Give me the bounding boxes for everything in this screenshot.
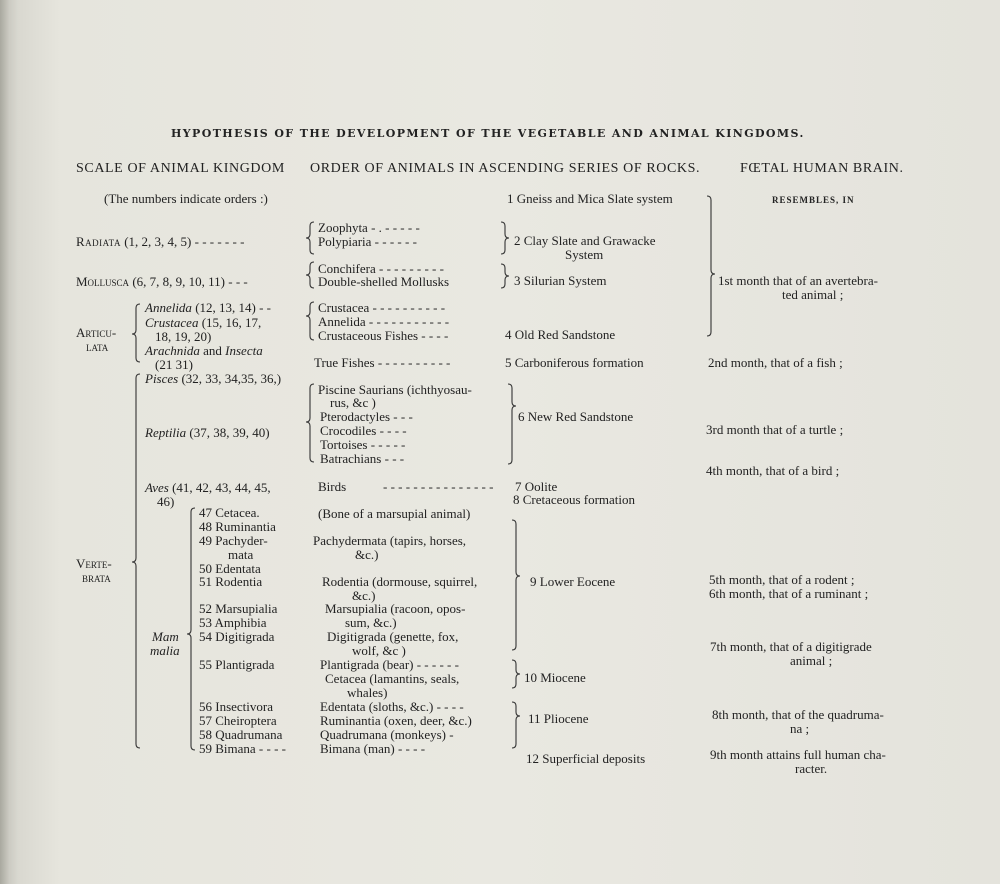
reptilia-nums: (37, 38, 39, 40) — [189, 425, 270, 440]
mam-label: Mam — [152, 629, 179, 644]
brain-month-7-b: animal ; — [790, 653, 833, 668]
radiata-label: Radiata — [76, 234, 121, 249]
rock-12: 12 Superficial deposits — [526, 751, 646, 766]
header-order: ORDER OF ANIMALS IN ASCENDING SERIES OF ROCKS. — [310, 161, 701, 176]
animal-birds: Birds — [318, 479, 347, 494]
rock-1: 1 Gneiss and Mica Slate system — [507, 191, 673, 206]
animal-annelida: Annelida - - - - - - - - - - - — [318, 314, 450, 329]
articu-label: Articu- — [76, 325, 117, 340]
rock-7: 7 Oolite — [515, 479, 558, 494]
aves-label: Aves — [145, 480, 169, 495]
animal-tortoises: Tortoises - - - - - — [320, 437, 406, 452]
header-scale: SCALE OF ANIMAL KINGDOM — [76, 161, 285, 176]
rock-3: 3 Silurian System — [514, 273, 607, 288]
rock-9: 9 Lower Eocene — [530, 574, 616, 589]
brain-month-1: 1st month that of an avertebra- — [718, 273, 878, 288]
brain-month-4: 4th month, that of a bird ; — [706, 463, 840, 478]
brain-month-2: 2nd month, that of a fish ; — [708, 355, 843, 370]
and-word: and — [203, 343, 222, 358]
brata-label: brata — [82, 570, 111, 585]
order-50: 50 Edentata — [199, 561, 261, 576]
brace-vertebrata — [132, 374, 140, 748]
brain-month-8: 8th month, that of the quadruma- — [712, 707, 884, 722]
animal-rodentia: Rodentia (dormouse, squirrel, — [322, 574, 478, 589]
animal-marsupialia: Marsupialia (racoon, opos- — [325, 601, 466, 616]
animal-bone-marsupial: (Bone of a marsupial animal) — [318, 506, 471, 521]
animal-pterodactyles: Pterodactyles - - - — [320, 409, 413, 424]
animal-piscine-saurians-2: rus, &c ) — [330, 395, 376, 410]
rock-11: 11 Pliocene — [528, 711, 589, 726]
brain-month-8-b: na ; — [790, 721, 810, 736]
resembles-label: RESEMBLES, IN — [772, 195, 855, 205]
verte-label: Verte- — [76, 556, 112, 571]
animal-birds-leader: - - - - - - - - - - - - - - - — [383, 479, 494, 494]
order-56: 56 Insectivora — [199, 699, 274, 714]
annelida-label: Annelida — [145, 300, 192, 315]
animal-edentata: Edentata (sloths, &c.) - - - - — [320, 699, 464, 714]
insecta-label: Insecta — [225, 343, 263, 358]
animal-cetacea: Cetacea (lamantins, seals, — [325, 671, 460, 686]
animal-zoophyta: Zoophyta - . - - - - - — [318, 220, 420, 235]
order-49: 49 Pachyder- — [199, 533, 268, 548]
rock-10: 10 Miocene — [524, 670, 586, 685]
radiata-nums: (1, 2, 3, 4, 5) - - - - - - - — [124, 234, 245, 249]
rock-8: 8 Cretaceous formation — [513, 492, 636, 507]
brace-rock-6 — [508, 384, 516, 464]
brain-month-6: 6th month, that of a ruminant ; — [709, 586, 869, 601]
aves-nums-2: 46) — [157, 494, 175, 509]
rock-2-b: System — [565, 247, 604, 262]
animal-conchifera: Conchifera - - - - - - - - - — [318, 261, 444, 276]
order-49-b: mata — [228, 547, 254, 562]
crustacea-label: Crustacea — [145, 315, 199, 330]
brain-month-3: 3rd month that of a turtle ; — [706, 422, 844, 437]
rock-5: 5 Carboniferous formation — [505, 355, 644, 370]
brain-month-1-b: ted animal ; — [782, 287, 844, 302]
animal-ruminantia: Ruminantia (oxen, deer, &c.) — [320, 713, 472, 728]
mollusca-label: Mollusca — [76, 274, 130, 289]
brace-radiata — [306, 222, 314, 254]
order-57: 57 Cheiroptera — [199, 713, 277, 728]
order-58: 58 Quadrumana — [199, 727, 283, 742]
brace-rock-11 — [512, 702, 520, 748]
animal-digitigrada-2: wolf, &c ) — [352, 643, 406, 658]
order-48: 48 Ruminantia — [199, 519, 276, 534]
brain-month-7: 7th month, that of a digitigrade — [710, 639, 872, 654]
reptilia-label: Reptilia — [145, 425, 187, 440]
rock-2: 2 Clay Slate and Grawacke — [514, 233, 656, 248]
order-53: 53 Amphibia — [199, 615, 267, 630]
brace-rock-9 — [512, 520, 520, 650]
page-title: HYPOTHESIS OF THE DEVELOPMENT OF THE VEGETABLE AND ANIMAL KINGDOMS. — [171, 127, 805, 140]
crustacea-nums: (15, 16, 17, — [201, 315, 262, 330]
brace-rock-2 — [501, 222, 509, 254]
brain-month-9: 9th month attains full human cha- — [710, 747, 886, 762]
order-59: 59 Bimana - - - - — [199, 741, 287, 756]
pisces-label: Pisces — [145, 371, 179, 386]
brain-month-5: 5th month, that of a rodent ; — [709, 572, 855, 587]
animal-marsupialia-2: sum, &c.) — [345, 615, 397, 630]
brace-brain-month-1 — [707, 196, 715, 336]
annelida-nums: (12, 13, 14) - - — [195, 300, 272, 315]
animal-piscine-saurians: Piscine Saurians (ichthyosau- — [318, 382, 472, 397]
pisces-nums: (32, 33, 34,35, 36,) — [181, 371, 282, 386]
animal-crustaceous-fishes: Crustaceous Fishes - - - - — [318, 328, 449, 343]
animal-double-shelled: Double-shelled Mollusks — [318, 274, 450, 289]
malia-label: malia — [150, 643, 180, 658]
animal-true-fishes: True Fishes - - - - - - - - - - — [314, 355, 451, 370]
arachnida-label: Arachnida — [145, 343, 200, 358]
brace-mollusca — [306, 262, 314, 288]
animal-bimana: Bimana (man) - - - - — [320, 741, 426, 756]
aves-nums: (41, 42, 43, 44, 45, — [172, 480, 271, 495]
brace-rock-10 — [512, 660, 520, 688]
animal-plantigrada: Plantigrada (bear) - - - - - - — [320, 657, 459, 672]
animal-crustacea: Crustacea - - - - - - - - - - — [318, 300, 446, 315]
animal-quadrumana: Quadrumana (monkeys) - — [320, 727, 454, 742]
order-52: 52 Marsupialia — [199, 601, 278, 616]
brain-month-9-b: racter. — [795, 761, 828, 776]
brace-rock-3 — [501, 264, 509, 288]
rock-4: 4 Old Red Sandstone — [505, 327, 616, 342]
animal-rodentia-2: &c.) — [352, 588, 376, 603]
animal-polypiaria: Polypiaria - - - - - - — [318, 234, 417, 249]
brace-mammalia — [187, 508, 195, 750]
lata-label: lata — [86, 339, 109, 354]
arachnida-nums: (21 31) — [155, 357, 193, 372]
rock-6: 6 New Red Sandstone — [518, 409, 634, 424]
order-54: 54 Digitigrada — [199, 629, 275, 644]
animal-pachydermata-2: &c.) — [355, 547, 379, 562]
mollusca-nums: (6, 7, 8, 9, 10, 11) - - - — [132, 274, 248, 289]
animal-batrachians: Batrachians - - - — [320, 451, 405, 466]
note-orders: (The numbers indicate orders :) — [104, 191, 268, 206]
crustacea-nums-2: 18, 19, 20) — [155, 329, 212, 344]
order-51: 51 Rodentia — [199, 574, 263, 589]
order-55: 55 Plantigrada — [199, 657, 275, 672]
animal-digitigrada: Digitigrada (genette, fox, — [327, 629, 459, 644]
brace-articulata-animals — [306, 302, 314, 340]
header-brain: FŒTAL HUMAN BRAIN. — [740, 161, 904, 176]
animal-crocodiles: Crocodiles - - - - — [320, 423, 407, 438]
brace-reptiles-animals — [306, 384, 314, 462]
order-47: 47 Cetacea. — [199, 505, 260, 520]
animal-pachydermata: Pachydermata (tapirs, horses, — [313, 533, 467, 548]
animal-cetacea-2: whales) — [347, 685, 388, 700]
brace-articulata — [132, 304, 140, 362]
